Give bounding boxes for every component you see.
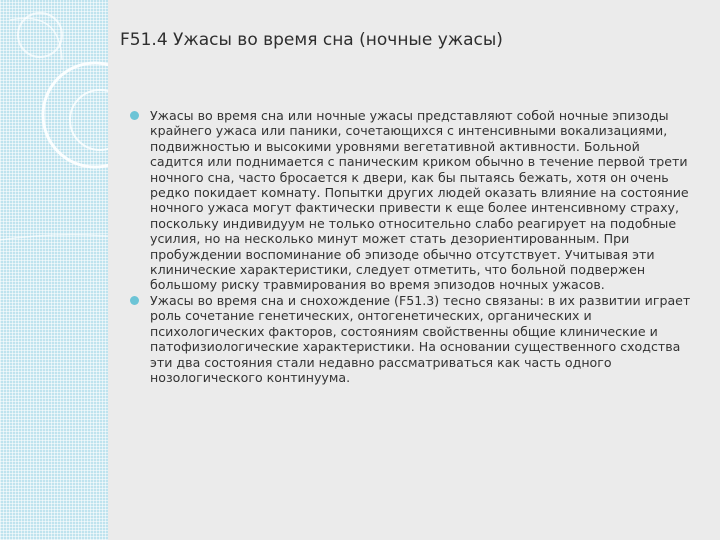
bullet-item — [130, 293, 695, 385]
bullet-dot-icon — [130, 111, 139, 120]
bullet-text: Ужасы во время сна или ночные ужасы представляют собой ночные эпизоды крайнего ужаса или паники, сочетающихся с интенсивными вокализациями, подвижностью и высокими уровнями вегетативной активности. Больной садится или поднимается с паническим криком обычно в течение первой трети ночного сна, часто бросается к двери, как бы пытаясь бежать, хотя он очень редко покидает комнату. Попытки других людей оказать влияние на состояние ночного ужаса могут фактически привести к еще более интенсивному страху, поскольку индивидуум не только относительно слабо реагирует на подобные усилия, но на несколько минут может стать дезориентированным. При пробуждении воспоминание об эпизоде обычно отсутствует. Учитывая эти клинические характеристики, следует отметить, что больной подвержен большому риску травмирования во время эпизодов ночных ужасов. — [150, 108, 689, 293]
bullet-item — [130, 108, 695, 293]
slide-title: F51.4 Ужасы во время сна (ночные ужасы) — [120, 30, 503, 50]
bullet-text: Ужасы во время сна и снохождение (F51.3) тесно связаны: в их развитии играет роль сочетание генетических, онтогенетических, органических и психологических факторов, состояниям свойственны общие клинические и патофизиологические характеристики. На основании существенного сходства эти два состояния стали недавно рассматриваться как часть одного нозологического континуума. — [150, 292, 691, 385]
bullet-list — [130, 108, 695, 385]
bullet-dot-icon — [130, 296, 139, 305]
